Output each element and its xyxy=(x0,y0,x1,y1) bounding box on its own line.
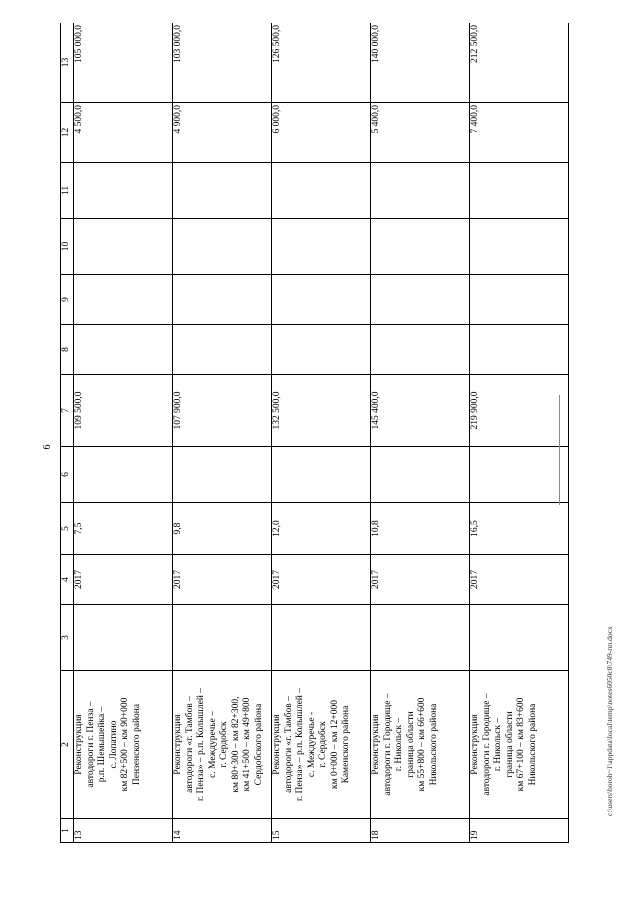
column-header: 4 xyxy=(61,555,74,605)
object-name-line: Пензенского района xyxy=(131,703,142,786)
object-name-line: км 0+000 – км 12+000 xyxy=(329,700,340,789)
cell-c9 xyxy=(371,275,470,325)
object-name-line: км 41+500 – км 49+800 xyxy=(242,697,252,792)
cell-c11 xyxy=(173,163,272,219)
object-name-line: Каменского района xyxy=(341,705,351,784)
object-name-line: Реконструкция xyxy=(371,714,381,775)
page-number: 6 xyxy=(42,444,53,450)
cell-c6 xyxy=(470,447,569,503)
column-header: 2 xyxy=(61,671,74,819)
road-reconstruction-table xyxy=(60,23,569,843)
column-header: 3 xyxy=(61,605,74,671)
cell-year: 2017 xyxy=(272,555,371,605)
cell-c13: 212 500,0 xyxy=(470,23,569,103)
column-header: 5 xyxy=(61,503,74,555)
object-name-cell xyxy=(272,671,371,819)
object-name-cell xyxy=(74,671,173,819)
object-name-line: Реконструкция xyxy=(272,714,282,775)
object-name-line: км 55+800 – км 66+600 xyxy=(417,697,427,792)
cell-c3 xyxy=(74,605,173,671)
cell-c9 xyxy=(470,275,569,325)
cell-total: 145 400,0 xyxy=(371,375,470,447)
cell-c6 xyxy=(272,447,371,503)
cell-len: 12,0 xyxy=(272,503,371,555)
object-name-line: граница области xyxy=(504,711,515,778)
cell-c11 xyxy=(371,163,470,219)
rotated-table-area xyxy=(60,23,575,843)
cell-num: 18 xyxy=(371,819,470,843)
cell-c6 xyxy=(173,447,272,503)
cell-c10 xyxy=(470,219,569,275)
cell-c8 xyxy=(371,325,470,375)
cell-c12: 6 000,0 xyxy=(272,103,371,163)
object-name-line: Реконструкция xyxy=(470,714,480,775)
object-name-line: автодороги г. Городище – xyxy=(481,693,492,796)
cell-c12: 4 500,0 xyxy=(74,103,173,163)
object-name-line: Никольского района xyxy=(527,703,538,786)
cell-c8 xyxy=(470,325,569,375)
cell-c3 xyxy=(173,605,272,671)
table-row xyxy=(470,23,569,843)
object-name-line: г. Никольск – xyxy=(394,717,404,772)
column-header: 12 xyxy=(61,103,74,163)
table-row xyxy=(74,23,173,843)
cell-c12: 4 900,0 xyxy=(173,103,272,163)
column-header: 13 xyxy=(61,23,74,103)
column-header: 10 xyxy=(61,219,74,275)
cell-c13: 103 000,0 xyxy=(173,23,272,103)
table-row xyxy=(371,23,470,843)
cell-c3 xyxy=(371,605,470,671)
object-name-cell xyxy=(470,671,569,819)
object-name-line: с. Междуречье - xyxy=(306,711,317,778)
cell-year: 2017 xyxy=(173,555,272,605)
cell-c8 xyxy=(173,325,272,375)
column-header: 1 xyxy=(61,819,74,843)
cell-c12: 7 400,0 xyxy=(470,103,569,163)
object-name-line: г. Никольск – xyxy=(493,717,503,772)
cell-c10 xyxy=(173,219,272,275)
cell-num: 15 xyxy=(272,819,371,843)
cell-num: 19 xyxy=(470,819,569,843)
object-name-cell xyxy=(173,671,272,819)
object-name-line: Реконструкция xyxy=(173,714,183,775)
column-header: 11 xyxy=(61,163,74,219)
cell-c10 xyxy=(272,219,371,275)
cell-c10 xyxy=(371,219,470,275)
cell-c12: 5 400,0 xyxy=(371,103,470,163)
column-header: 9 xyxy=(61,275,74,325)
cell-c3 xyxy=(272,605,371,671)
cell-year: 2017 xyxy=(74,555,173,605)
object-name-line: км 82+500 – км 90+000 xyxy=(120,697,130,792)
object-name-line: г. Пенза» – р.п. Колышлей – xyxy=(196,688,206,802)
cell-total: 219 900,0 xyxy=(470,375,569,447)
object-name-line: км 80+300 – км 82+300, xyxy=(230,696,241,793)
cell-c10 xyxy=(74,219,173,275)
column-number-row xyxy=(61,23,74,843)
cell-total: 132 500,0 xyxy=(272,375,371,447)
cell-total: 107 900,0 xyxy=(173,375,272,447)
object-name-line: граница области xyxy=(405,711,416,778)
object-name-cell xyxy=(371,671,470,819)
cell-c8 xyxy=(74,325,173,375)
footnote-separator xyxy=(559,395,560,505)
table-row xyxy=(272,23,371,843)
cell-c11 xyxy=(74,163,173,219)
object-name-line: Реконструкция xyxy=(74,714,84,775)
cell-c11 xyxy=(272,163,371,219)
object-name-line: г. Сердобск xyxy=(219,721,229,768)
cell-c6 xyxy=(371,447,470,503)
object-name-line: г. Пенза» – р.п. Колышлей – xyxy=(295,688,305,802)
cell-c13: 105 000,0 xyxy=(74,23,173,103)
object-name-line: автодороги г. Пенза – xyxy=(85,701,96,788)
cell-year: 2017 xyxy=(371,555,470,605)
cell-c8 xyxy=(272,325,371,375)
object-name-line: автодороги «г. Тамбов – xyxy=(184,696,195,793)
object-name-line: км 67+100 – км 83+600 xyxy=(516,697,526,792)
cell-c13: 140 000,0 xyxy=(371,23,470,103)
table-body xyxy=(74,23,569,843)
object-name-line: автодороги г. Городище – xyxy=(382,693,393,796)
cell-year: 2017 xyxy=(470,555,569,605)
footer-file-path: c:\users\boroh~1\appdata\local\temp\notes6050c8\749-пп.docx xyxy=(605,626,614,816)
object-name-line: с. Лопатино xyxy=(108,720,119,769)
column-header: 7 xyxy=(61,375,74,447)
cell-c13: 126 500,0 xyxy=(272,23,371,103)
cell-total: 109 500,0 xyxy=(74,375,173,447)
object-name-line: Сердобского района xyxy=(253,703,264,786)
table-row xyxy=(173,23,272,843)
cell-c3 xyxy=(470,605,569,671)
object-name-line: р.п. Шемышейка – xyxy=(97,706,107,783)
cell-c9 xyxy=(173,275,272,325)
cell-c6 xyxy=(74,447,173,503)
column-header: 6 xyxy=(61,447,74,503)
cell-len: 16,5 xyxy=(470,503,569,555)
cell-len: 7,5 xyxy=(74,503,173,555)
object-name-line: Никольского района xyxy=(428,703,439,786)
cell-c9 xyxy=(74,275,173,325)
column-header: 8 xyxy=(61,325,74,375)
object-name-line: г. Сердобск xyxy=(318,721,328,768)
cell-c11 xyxy=(470,163,569,219)
object-name-line: с. Междуречье – xyxy=(207,711,218,778)
cell-num: 13 xyxy=(74,819,173,843)
object-name-line: автодороги «г. Тамбов – xyxy=(283,696,294,793)
cell-num: 14 xyxy=(173,819,272,843)
cell-c9 xyxy=(272,275,371,325)
cell-len: 9,8 xyxy=(173,503,272,555)
cell-len: 10,8 xyxy=(371,503,470,555)
